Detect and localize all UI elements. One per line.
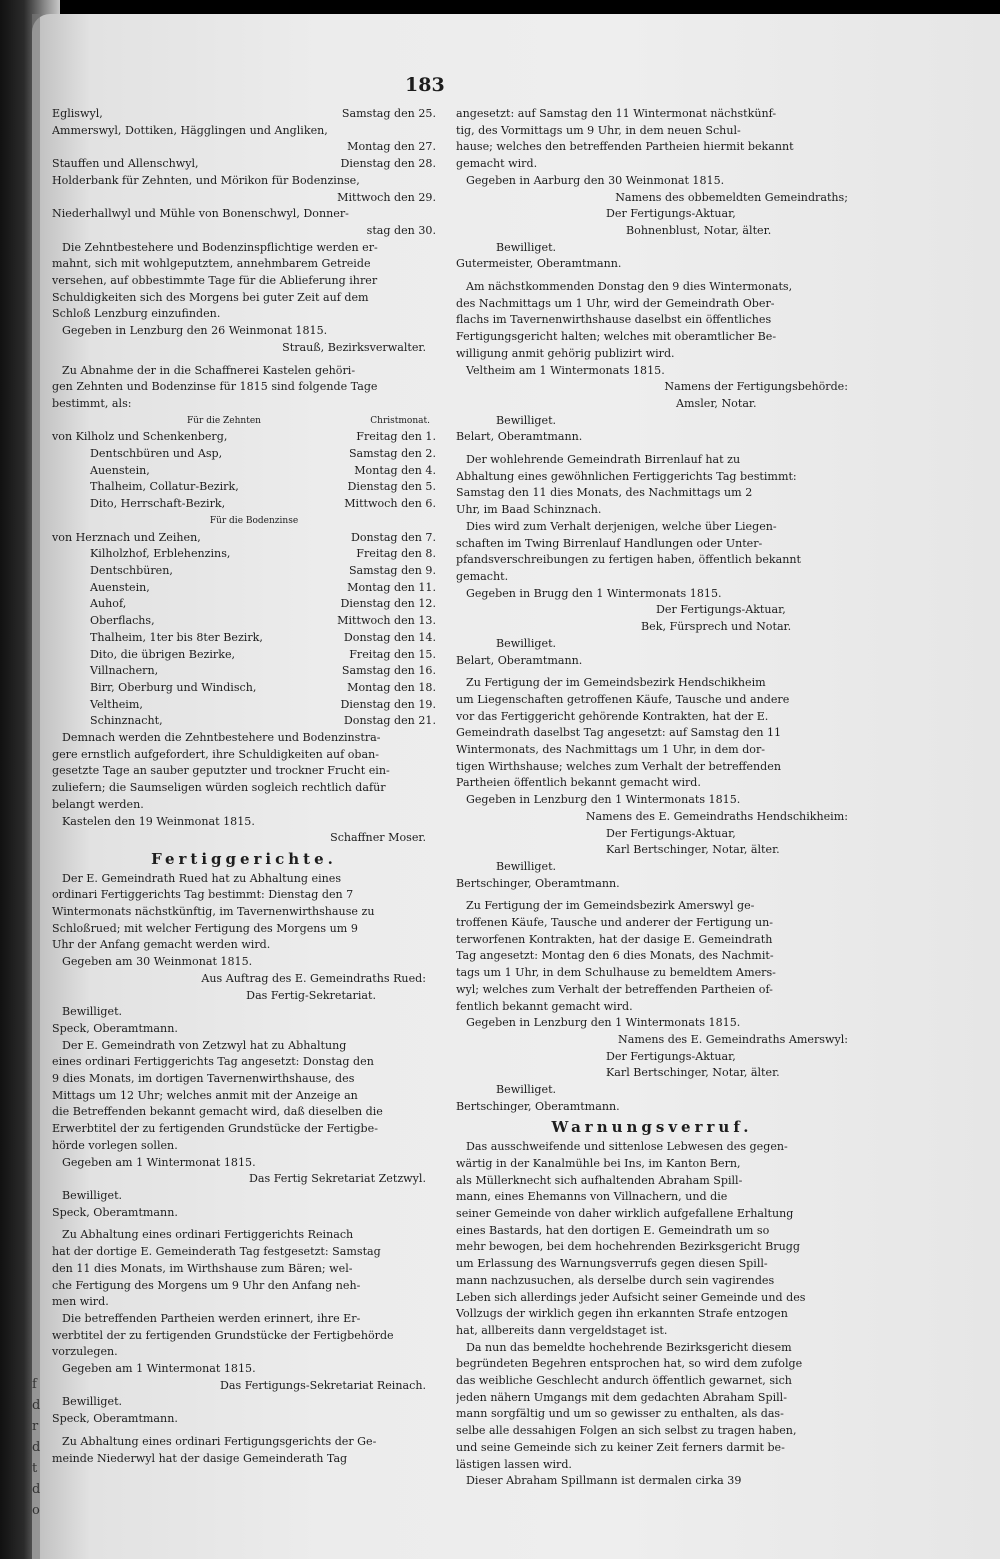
margin-fragment: r [32, 1419, 39, 1434]
official-signature: Gutermeister, Oberamtmann. [456, 257, 622, 271]
notice-paragraph: Die Zehntbestehere und Bodenzinspflichtige werden er- mahnt, sich mit wohlgeputztem, annehmbarem Getreide versehen, auf obbestimmte Tage für die Ablieferung ihrer Schuldigkeiten sich des Morgens bei guter Zeit auf dem Schloß Lenzburg einzufinden. [52, 240, 378, 321]
official-signature: Bertschinger, Oberamtmann. [456, 1099, 620, 1113]
dateline: Gegeben in Lenzburg den 1 Wintermonats 1815. [466, 793, 741, 807]
notice-rued: Der E. Gemeindrath Rued hat zu Abhaltung eines ordinari Fertiggerichts Tag bestimmt: Dienstag den 7 Wintermonats nächstkünftig, im Tavernenwirthshause zu Schloßrued; mit welcher Fertigung des Morgens um 9 Uhr der Anfang gemacht werden wird. [52, 871, 375, 952]
official-signature: Speck, Oberamtmann. [52, 1021, 178, 1035]
notice-warnung: Das ausschweifende und sittenlose Lebwesen des gegen- wärtig in der Kanalmühle bei Ins, im Kanton Bern, als Müllerknecht sich aufhaltenden Abraham Spill- mann, eines Ehemanns von Villnachern, und die seiner Gemeinde von daher wirklich aufgefallene Erhaltung eines Bastards, hat den dortigen E. Gemeindrath um so mehr bewogen, bei dem hochehrenden Bezirksgericht Brugg um Erlassung des Warnungsverrufs gegen diesen Spill- mann nachzusuchen, als derselbe durch sein vagirendes Leben sich allerdings jeder Aufsicht seiner Gemeinde und des Vollzugs der wirklich gegen ihn erkannten Strafe entzogen hat, allbereits dann vergeldstaget ist. Da nun das bemeldte hochehrende Bezirksgericht diesem begründeten Begehren entsprochen hat, so wird dem zufolge das weibliche Geschlecht andurch öffentlich gewarnet, sich jeden nähern Umgangs mit dem gedachten Abraham Spill- mann sorgfältig und um so gewisser zu enthalten, als das- selbe alle dessahigen Folgen an sich selbst zu tragen haben, und seine Gemeinde sich zu keiner Zeit ferners darmit be- lästigen lassen wird. Dieser Abraham Spillmann ist dermalen cirka 39 [456, 1140, 806, 1488]
signature: Der Fertigungs-Aktuar, [656, 603, 786, 617]
schedule-row: Birr, Oberburg und Windisch, Montag den 18. [90, 680, 436, 694]
schedule-zehnten [52, 429, 436, 513]
dateline: Veltheim am 1 Wintermonats 1815. [466, 363, 665, 377]
signature: Namens der Fertigungsbehörde: [664, 380, 848, 394]
signature: Aus Auftrag des E. Gemeindraths Rued: [201, 971, 426, 985]
margin-fragment: d [32, 1398, 41, 1413]
schedule-row: Mittwoch den 29. [337, 190, 436, 204]
dateline: Gegeben am 1 Wintermonat 1815. [62, 1155, 256, 1169]
approval: Bewilliget. [62, 1005, 123, 1019]
section-heading: Fertiggerichte. [151, 850, 337, 868]
schedule-row: Oberflachs, Mittwoch den 13. [90, 614, 436, 628]
signature: Das Fertig-Sekretariat. [246, 988, 376, 1002]
notice-birrenlauf: Der wohlehrende Gemeindrath Birrenlauf hat zu Abhaltung eines gewöhnlichen Fertiggerichts Tag bestimmt: Samstag den 11 dies Monats, des Nachmittags um 2 Uhr, im Baad Schinznach. Dies wird zum Verhalt derjenigen, welche über Liegen- schaften im Twing Birrenlauf Handlungen oder Unter- pfandsverschreibungen zu fertigen haben, öffentlich bekannt gemacht. [456, 453, 802, 583]
signature: Das Fertig Sekretariat Zetzwyl. [248, 1172, 426, 1186]
signature: Der Fertigungs-Aktuar, [606, 826, 736, 840]
schedule-row: Thalheim, Collatur-Bezirk, Dienstag den 5. [90, 480, 436, 494]
schedule-row: Stauffen und Allenschwyl, Dienstag den 28. [52, 157, 436, 171]
schedule-row: Dentschbüren und Asp, Samstag den 2. [90, 447, 436, 461]
signature: Schaffner Moser. [330, 831, 426, 845]
signature: Namens des E. Gemeindraths Amerswyl: [618, 1032, 848, 1046]
approval: Bewilliget. [496, 636, 557, 650]
dateline: Gegeben in Lenzburg den 1 Wintermonats 1815. [466, 1016, 741, 1030]
section-heading: Warnungsverruf. [551, 1119, 753, 1137]
schedule-row: Ammerswyl, Dottiken, Hägglingen und Angliken, [52, 123, 328, 137]
approval: Bewilliget. [496, 413, 557, 427]
official-signature: Speck, Oberamtmann. [52, 1412, 178, 1426]
official-signature: Belart, Oberamtmann. [456, 653, 583, 667]
official-signature: Speck, Oberamtmann. [52, 1205, 178, 1219]
approval: Bewilliget. [496, 859, 557, 873]
schedule-row: Thalheim, 1ter bis 8ter Bezirk, Donstag den 14. [90, 630, 436, 644]
signature: Strauß, Bezirksverwalter. [282, 340, 426, 354]
signature: Namens des obbemeldten Gemeindraths; [615, 190, 848, 204]
dateline: Gegeben am 1 Wintermonat 1815. [62, 1362, 256, 1376]
approval: Bewilliget. [62, 1395, 123, 1409]
signature: Namens des E. Gemeindraths Hendschikheim: [585, 809, 848, 823]
notice-hendschikheim: Zu Fertigung der im Gemeindsbezirk Hendschikheim um Liegenschaften getroffenen Käufe, Tausche und andere vor das Fertiggericht gehörende Kontrakten, hat der E. Gemeindrath daselbst Tag angesetzt: auf Samstag den 11 Wintermonats, des Nachmittags um 1 Uhr, in dem dor- tigen Wirthshause; welches zum Verhalt der betreffenden Partheien öffentlich bekannt gemacht wird. [456, 676, 790, 790]
margin-fragment: o [32, 1503, 40, 1518]
approval: Bewilliget. [496, 240, 557, 254]
dateline: Gegeben in Brugg den 1 Wintermonats 1815. [466, 586, 722, 600]
signature: Amsler, Notar. [676, 396, 757, 410]
dateline: Gegeben am 30 Weinmonat 1815. [62, 955, 253, 969]
notice-zetzwyl: Der E. Gemeindrath von Zetzwyl hat zu Abhaltung eines ordinari Fertiggerichts Tag angesetzt: Donstag den 9 dies Monats, im dortigen Tavernenwirthshause, des Mittags um 12 Uhr; welches anmit mit der Anzeige an die Betreffenden bekannt gemacht wird, daß dieselben die Erwerbtitel der zu fertigenden Grundstücke der Fertigbe- hörde vorlegen sollen. [52, 1038, 383, 1152]
signature: Bek, Fürsprech und Notar. [641, 620, 792, 634]
approval: Bewilliget. [496, 1083, 557, 1097]
notice-niederwyl: Zu Abhaltung eines ordinari Fertigungsgerichts der Ge- meinde Niederwyl hat der dasige Gemeinderath Tag [52, 1434, 377, 1465]
schedule-row: Auenstein, Montag den 11. [90, 580, 436, 594]
notice-reinach: Zu Abhaltung eines ordinari Fertiggerichts Reinach hat der dortige E. Gemeinderath Tag festgesetzt: Samstag den 11 dies Monats, im Wirthshause zum Bären; wel- che Fertigung des Morgens um 9 Uhr den Anfang neh- men wird. Die betreffenden Partheien werden erinnert, ihre Er- werbtitel der zu fertigenden Grundstücke der Fertigbehörde vorzulegen. [52, 1228, 394, 1359]
margin-fragment: f [32, 1377, 37, 1392]
schedule-row: Villnachern, Samstag den 16. [90, 664, 436, 678]
schedule-row: Egliswyl, Samstag den 25. [52, 107, 436, 120]
approval: Bewilliget. [62, 1189, 123, 1202]
schedule-row: Holderbank für Zehnten, und Mörikon für Bodenzinse, [52, 173, 360, 187]
official-signature: Belart, Oberamtmann. [456, 430, 583, 444]
schedule-row: Dito, die übrigen Bezirke, Freitag den 15. [90, 647, 436, 661]
signature: Karl Bertschinger, Notar, älter. [606, 1066, 780, 1080]
signature: Das Fertigungs-Sekretariat Reinach. [219, 1378, 426, 1392]
schedule-row: Montag den 27. [347, 140, 436, 154]
signature: Bohnenblust, Notar, älter. [626, 223, 772, 237]
notice-amerswyl: Zu Fertigung der im Gemeindsbezirk Amerswyl ge- troffenen Käufe, Tausche und anderer der Fertigung un- terworfenen Kontrakten, hat der dasige E. Gemeindrath Tag angesetzt: Montag den 6 dies Monats, des Nachmit- tags um 1 Uhr, in dem Schulhause zu bemeldtem Amers- wyl; welches zum Verhalt der betreffenden Partheien of- fentlich bekannt gemacht wird. [456, 899, 776, 1013]
left-column [52, 106, 436, 1467]
page-number: 183 [405, 74, 445, 96]
signature: Der Fertigungs-Aktuar, [606, 1049, 736, 1063]
dateline: Gegeben in Lenzburg den 26 Weinmonat 1815. [62, 324, 328, 338]
schedule-row: Auhof, Dienstag den 12. [90, 597, 436, 611]
margin-fragment: t [32, 1461, 38, 1476]
dateline: Gegeben in Aarburg den 30 Weinmonat 1815. [466, 173, 725, 187]
notice-paragraph: Demnach werden die Zehntbestehere und Bodenzinstra- gere ernstlich aufgefordert, ihre Schuldigkeiten auf oban- gesetzte Tage an sauber geputzter und trockner Frucht ein- zuliefern; die Saumseligen würden sogleich rechtlich dafür belangt werden. [52, 731, 390, 811]
schedule-row: Dito, Herrschaft-Bezirk, Mittwoch den 6. [90, 497, 436, 511]
signature: Der Fertigungs-Aktuar, [606, 207, 736, 221]
table-subheader: Für die Bodenzinse [209, 515, 299, 526]
margin-fragments [32, 1374, 46, 1521]
schedule-row: Dentschbüren, Samstag den 9. [90, 563, 436, 577]
schedule-row: Kilholzhof, Erblehenzins, Freitag den 8. [90, 547, 436, 561]
schedule-row: von Kilholz und Schenkenberg, Freitag den 1. [52, 430, 436, 444]
schedule-row: von Herznach und Zeihen, Donstag den 7. [52, 530, 436, 544]
schedule-lenzburg [52, 106, 436, 240]
schedule-row: stag den 30. [366, 223, 436, 237]
schedule-bodenzinse [52, 530, 436, 730]
signature: Karl Bertschinger, Notar, älter. [606, 843, 780, 857]
table-header: Für die Zehnten Christmonat. [187, 415, 430, 426]
margin-fragment: d [32, 1440, 41, 1455]
intro-paragraph: Zu Abnahme der in die Schaffnerei Kastelen gehöri- gen Zehnten und Bodenzinse für 1815 sind folgende Tage bestimmt, als: [52, 363, 378, 410]
right-column [456, 106, 848, 1490]
schedule-row: Auenstein, Montag den 4. [90, 463, 436, 477]
dateline: Kastelen den 19 Weinmonat 1815. [62, 814, 255, 828]
official-signature: Bertschinger, Oberamtmann. [456, 876, 620, 890]
schedule-row: Niederhallwyl und Mühle von Bonenschwyl, Donner- [52, 207, 349, 221]
schedule-row: Schinznacht, Donstag den 21. [90, 714, 436, 728]
page-gutter-shadow [32, 14, 40, 1559]
notice-oberflachs: Am nächstkommenden Donstag den 9 dies Wintermonats, des Nachmittags um 1 Uhr, wird der Gemeindrath Ober- flachs im Tavernenwirthshause daselbst ein öffentliches Fertigungsgericht halten; welches mit oberamtlicher Be- willigung anmit gehörig publizirt wird. [456, 280, 793, 360]
margin-fragment: d [32, 1482, 41, 1497]
notice-aarburg: angesetzt: auf Samstag den 11 Wintermonat nächstkünf- tig, des Vormittags um 9 Uhr, in dem neuen Schul- hause; welches den betreffenden Partheien hiermit bekannt gemacht wird. [456, 107, 794, 171]
schedule-row: Veltheim, Dienstag den 19. [90, 697, 436, 711]
